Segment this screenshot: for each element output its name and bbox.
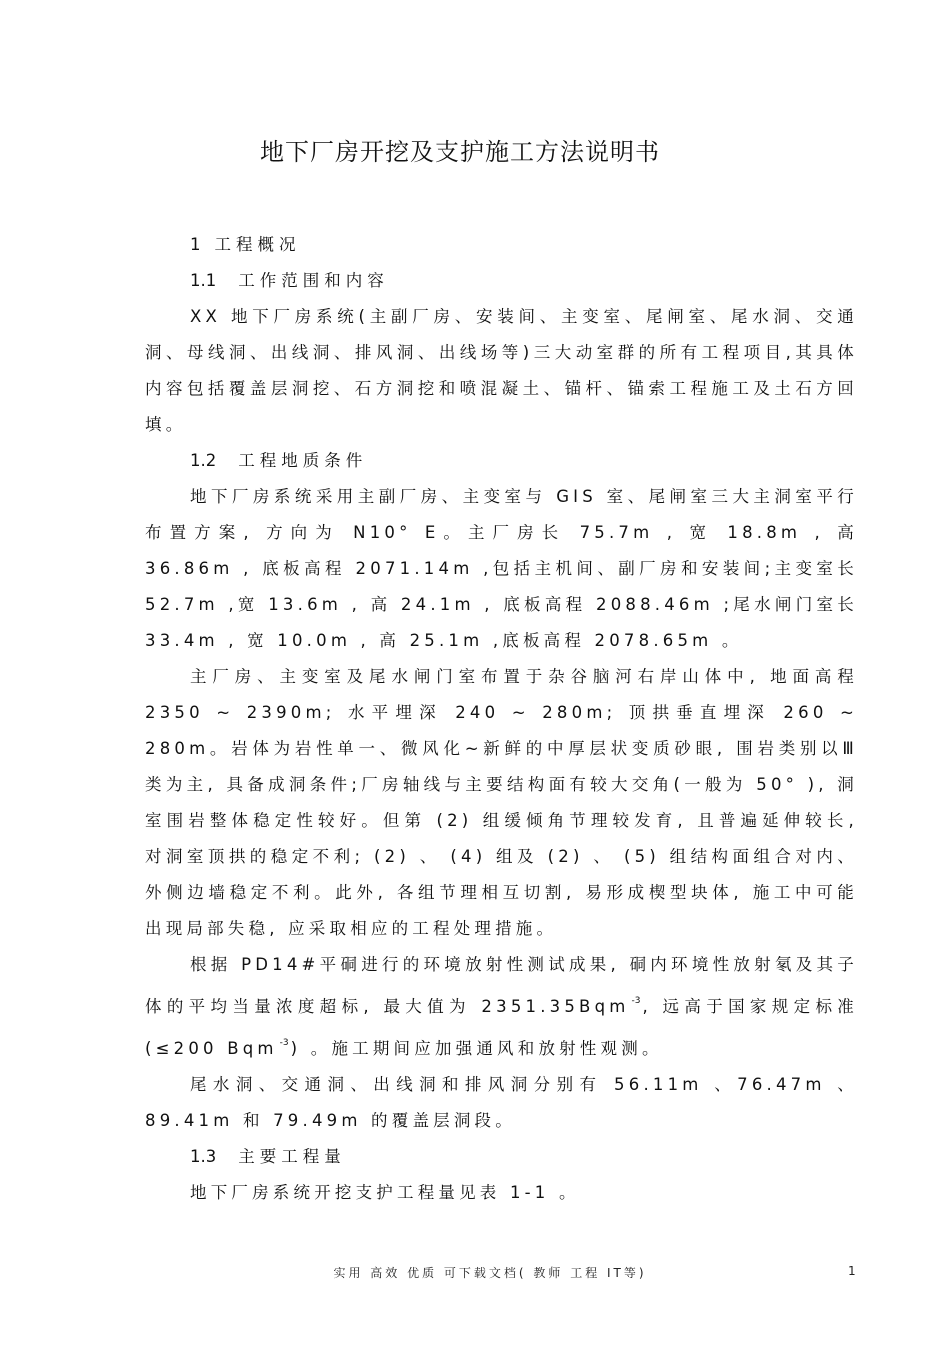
paragraph-geology: 主厂房、主变室及尾水闸门室布置于杂谷脑河右岸山体中, 地面高程 2350 ~ 2390m; 水平埋深 240 ~ 280m; 顶拱垂直埋深 260 ~ 280m。岩体为岩性单一、微风化~新鲜的中厚层状变质砂眼, 围岩类别以Ⅲ类为主, 具备成洞条件;厂房轴线与主要结构面有较大交角(一般为 50° ), 洞室围岩整体稳定性较好。但第 (2) 组缓倾角节理较发育, 且普遍延伸较长, 对洞室顶拱的稳定不利; (2) 、 (4) 组及 (2) 、 (5) 组结构面组合对内、外侧边墙稳定不利。此外, 各组节理相互切割, 易形成楔型块体, 施工中可能出现局部失稳, 应采取相应的工程处理措施。 — [145, 667, 858, 938]
radon-text-3: ) 。施工期间应加强通风和放射性观测。 — [290, 1039, 663, 1058]
paragraph-layout: 地下厂房系统采用主副厂房、主变室与 GIS 室、尾闸室三大主洞室平行布置方案, 方向为 N10° E。主厂房长 75.7m , 宽 18.8m , 高 36.86m , 底板高程 2071.14m ,包括主机间、副厂房和安装间;主变室长 52.7m ,宽 13.6m , 高 24.1m , 底板高程 2088.46m ;尾水闸门室长 33.4m , 宽 10.0m , 高 25.1m ,底板高程 2078.65m 。 — [145, 487, 858, 650]
footer-text: 实用 高效 优质 可下载文档( 教师 工程 IT等) — [333, 1266, 647, 1280]
document-title: 地下厂房开挖及支护施工方法说明书 — [260, 138, 660, 166]
paragraph-overburden: 尾水洞、交通洞、出线洞和排风洞分别有 56.11m 、76.47m 、89.41m 和 79.49m 的覆盖层洞段。 — [145, 1075, 858, 1130]
page-number: 1 — [848, 1264, 856, 1278]
section-title: 工作范围和内容 — [238, 271, 389, 290]
section-number: 1 — [190, 235, 201, 254]
section-title: 工程地质条件 — [238, 451, 368, 470]
document-body — [145, 227, 858, 1211]
radon-text-1: 根据 PD14#平硐进行的环境放射性测试成果, 硐内环境性放射氡及其子体的平均当量浓度超标, 最大值为 2351.35Bqm — [145, 955, 858, 1016]
section-number: 1.2 — [190, 451, 217, 470]
superscript: -3 — [279, 1038, 289, 1048]
section-heading-1-1 — [145, 263, 858, 299]
section-heading-1-3 — [145, 1139, 858, 1175]
paragraph-quantities: 地下厂房系统开挖支护工程量见表 1-1 。 — [190, 1183, 580, 1202]
section-number: 1.3 — [190, 1147, 217, 1166]
radon-text-2: , 远高于国家规定标准 (≤200 Bqm — [145, 997, 858, 1058]
section-title: 工程概况 — [214, 235, 301, 254]
paragraph-radon — [145, 947, 858, 1067]
section-title: 主要工程量 — [238, 1147, 346, 1166]
section-heading-1 — [145, 227, 858, 263]
paragraph-scope: XX 地下厂房系统(主副厂房、安装间、主变室、尾闸室、尾水洞、交通洞、母线洞、出线洞、排风洞、出线场等)三大动室群的所有工程项目,其具体内容包括覆盖层洞挖、石方洞挖和喷混凝土、锚杆、锚索工程施工及土石方回填。 — [145, 307, 858, 434]
page-footer — [0, 1264, 950, 1284]
superscript: -3 — [631, 996, 641, 1006]
section-heading-1-2 — [145, 443, 858, 479]
section-number: 1.1 — [190, 271, 217, 290]
